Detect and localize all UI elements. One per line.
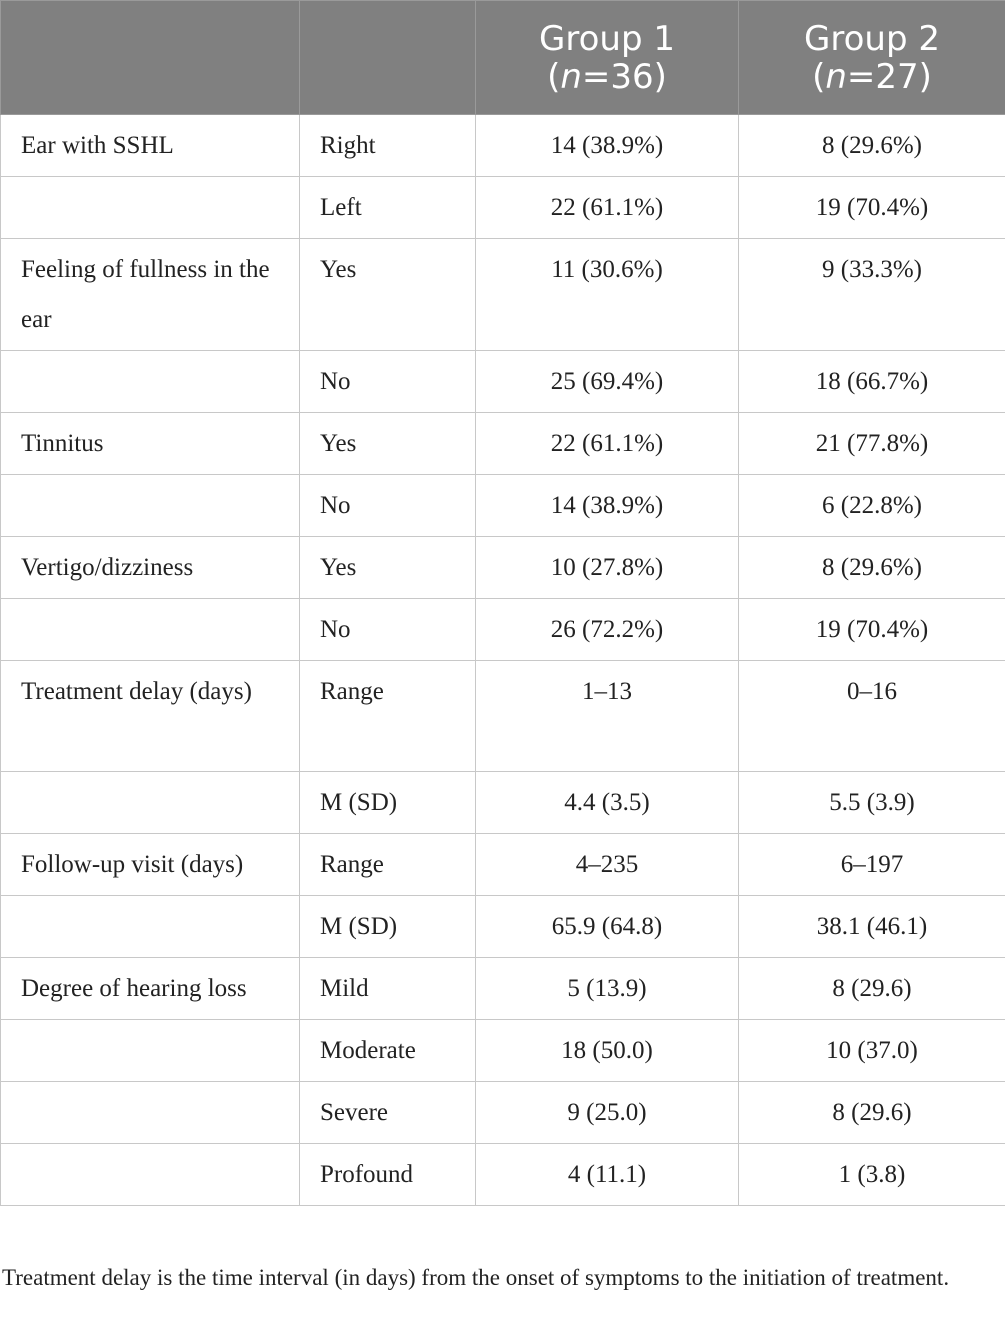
table-row xyxy=(1,537,1005,599)
row-label xyxy=(1,772,300,834)
group1-value: 26 (72.2%) xyxy=(476,599,739,661)
group2-value: 8 (29.6%) xyxy=(739,115,1005,177)
group1-value: 4.4 (3.5) xyxy=(476,772,739,834)
table-row xyxy=(1,1020,1005,1082)
group1-n-prefix: ( xyxy=(547,56,561,97)
group1-value: 11 (30.6%) xyxy=(476,239,739,351)
group1-size xyxy=(476,58,738,96)
row-sub-label: Yes xyxy=(300,239,476,351)
row-sub-label: Moderate xyxy=(300,1020,476,1082)
table-row xyxy=(1,958,1005,1020)
group1-value: 65.9 (64.8) xyxy=(476,896,739,958)
header-cell-label xyxy=(1,1,300,115)
row-sub-label: Range xyxy=(300,661,476,772)
row-label xyxy=(1,475,300,537)
group1-value: 9 (25.0) xyxy=(476,1082,739,1144)
table-row xyxy=(1,661,1005,772)
group1-value: 4 (11.1) xyxy=(476,1144,739,1206)
row-sub-label: M (SD) xyxy=(300,896,476,958)
group2-value: 1 (3.8) xyxy=(739,1144,1005,1206)
table-footnote: Treatment delay is the time interval (in days) from the onset of symptoms to the initiation of treatment. xyxy=(2,1265,950,1290)
table-row xyxy=(1,475,1005,537)
table-body xyxy=(1,115,1005,1206)
group2-value: 19 (70.4%) xyxy=(739,177,1005,239)
group2-size xyxy=(739,58,1005,96)
group1-n-value: =36) xyxy=(581,56,667,97)
table-row xyxy=(1,239,1005,351)
header-cell-sub xyxy=(300,1,476,115)
row-sub-label: Severe xyxy=(300,1082,476,1144)
group2-n-value: =27) xyxy=(846,56,932,97)
group1-value: 14 (38.9%) xyxy=(476,115,739,177)
group1-value: 1–13 xyxy=(476,661,739,772)
header-row xyxy=(1,1,1005,115)
table-row xyxy=(1,896,1005,958)
row-label: Follow-up visit (days) xyxy=(1,834,300,896)
group1-value: 10 (27.8%) xyxy=(476,537,739,599)
row-label xyxy=(1,1144,300,1206)
group2-value: 8 (29.6%) xyxy=(739,537,1005,599)
row-label xyxy=(1,896,300,958)
table-row xyxy=(1,599,1005,661)
header-cell-group1 xyxy=(476,1,739,115)
group1-n-var: n xyxy=(560,56,582,97)
row-sub-label: Left xyxy=(300,177,476,239)
group2-value: 19 (70.4%) xyxy=(739,599,1005,661)
row-label: Treatment delay (days) xyxy=(1,661,300,772)
group2-name: Group 2 xyxy=(804,18,940,59)
row-label xyxy=(1,177,300,239)
table-row xyxy=(1,1144,1005,1206)
group2-value: 9 (33.3%) xyxy=(739,239,1005,351)
group2-value: 38.1 (46.1) xyxy=(739,896,1005,958)
table-row xyxy=(1,413,1005,475)
table-row xyxy=(1,834,1005,896)
row-label: Tinnitus xyxy=(1,413,300,475)
row-label: Vertigo/dizziness xyxy=(1,537,300,599)
group2-value: 21 (77.8%) xyxy=(739,413,1005,475)
row-sub-label: Mild xyxy=(300,958,476,1020)
row-sub-label: No xyxy=(300,599,476,661)
group1-value: 25 (69.4%) xyxy=(476,351,739,413)
table-row xyxy=(1,177,1005,239)
group2-value: 6–197 xyxy=(739,834,1005,896)
table-header xyxy=(1,1,1005,115)
group1-value: 14 (38.9%) xyxy=(476,475,739,537)
group2-n-var: n xyxy=(825,56,847,97)
group2-value: 10 (37.0) xyxy=(739,1020,1005,1082)
table-row xyxy=(1,1082,1005,1144)
row-sub-label: Range xyxy=(300,834,476,896)
row-sub-label: Right xyxy=(300,115,476,177)
group1-value: 18 (50.0) xyxy=(476,1020,739,1082)
group2-value: 0–16 xyxy=(739,661,1005,772)
group1-name: Group 1 xyxy=(539,18,675,59)
row-sub-label: Yes xyxy=(300,413,476,475)
row-sub-label: No xyxy=(300,351,476,413)
group2-value: 18 (66.7%) xyxy=(739,351,1005,413)
row-label: Degree of hearing loss xyxy=(1,958,300,1020)
row-label xyxy=(1,1020,300,1082)
group2-n-prefix: ( xyxy=(812,56,826,97)
row-label xyxy=(1,599,300,661)
group2-value: 8 (29.6) xyxy=(739,958,1005,1020)
row-sub-label: Yes xyxy=(300,537,476,599)
row-sub-label: No xyxy=(300,475,476,537)
table-row xyxy=(1,772,1005,834)
row-label: Ear with SSHL xyxy=(1,115,300,177)
group2-value: 6 (22.8%) xyxy=(739,475,1005,537)
group1-value: 4–235 xyxy=(476,834,739,896)
row-label xyxy=(1,351,300,413)
row-sub-label: M (SD) xyxy=(300,772,476,834)
group2-value: 8 (29.6) xyxy=(739,1082,1005,1144)
group1-value: 22 (61.1%) xyxy=(476,177,739,239)
group1-value: 5 (13.9) xyxy=(476,958,739,1020)
row-label: Feeling of fullness in the ear xyxy=(1,239,300,351)
group2-value: 5.5 (3.9) xyxy=(739,772,1005,834)
row-sub-label: Profound xyxy=(300,1144,476,1206)
row-label xyxy=(1,1082,300,1144)
header-cell-group2 xyxy=(739,1,1005,115)
table-row xyxy=(1,115,1005,177)
group1-value: 22 (61.1%) xyxy=(476,413,739,475)
table-row xyxy=(1,351,1005,413)
